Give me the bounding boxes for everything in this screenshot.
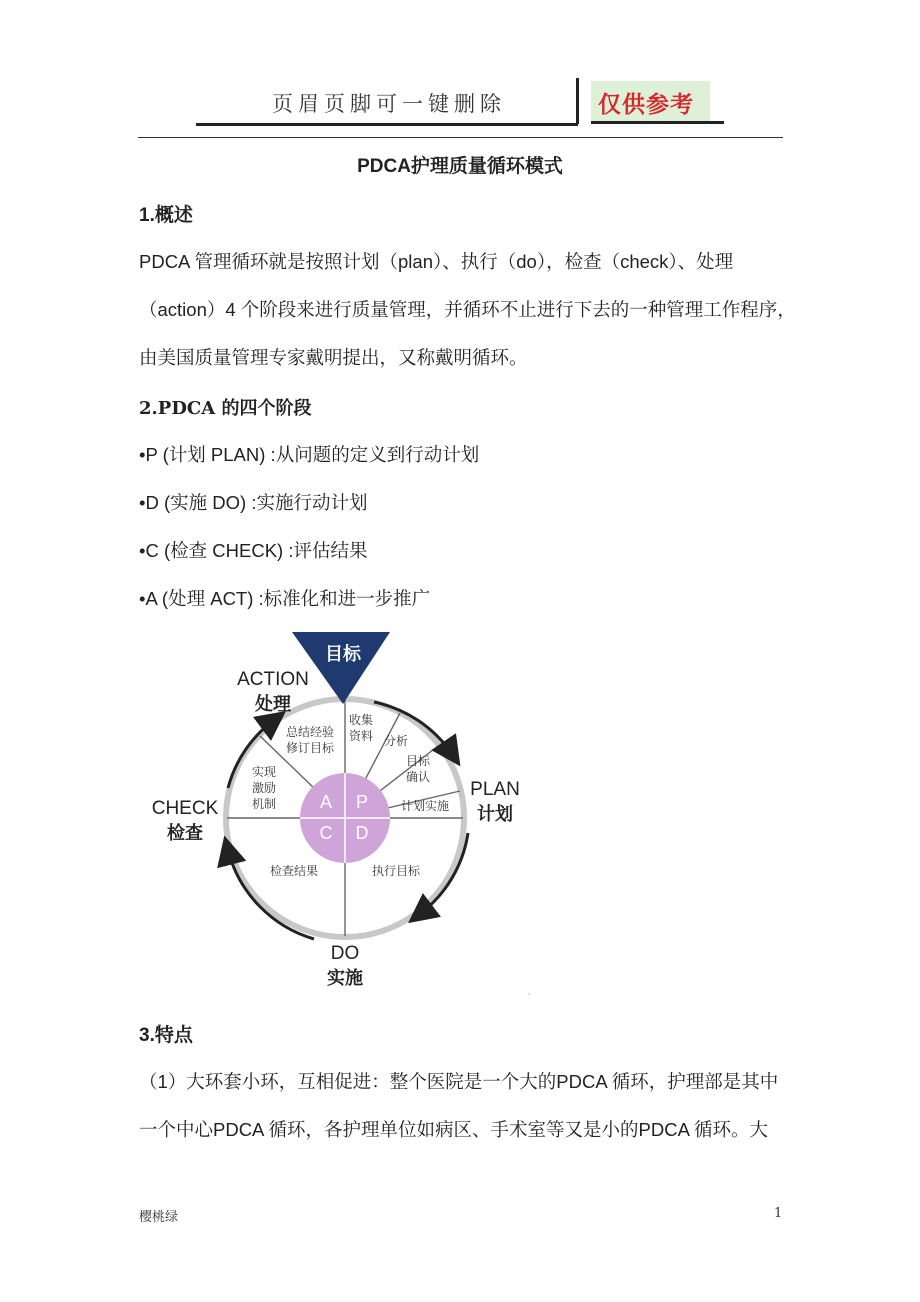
seg-collect-1: 收集 <box>348 713 374 727</box>
header-badge: 仅供参考 <box>598 92 694 118</box>
seg-exec: 执行目标 <box>371 864 421 878</box>
plan-cn-label: 计划 <box>477 804 513 825</box>
header-badge-underline <box>591 121 724 124</box>
seg-collect-2: 资料 <box>348 729 374 743</box>
stage-item-c: •C (检查 CHECK) :评估结果 <box>139 540 368 561</box>
paragraph-line: （action）4 个阶段来进行质量管理，并循环不止进行下去的一种管理工作程序， <box>139 299 796 320</box>
seg-plan: 计划实施 <box>400 799 450 813</box>
center-p: P <box>355 792 369 812</box>
stray-mark: ˎ <box>528 986 531 995</box>
goal-triangle <box>292 632 390 704</box>
seg-confirm-1: 目标 <box>405 754 431 768</box>
seg-incent-3: 机制 <box>251 797 277 811</box>
seg-summary-1: 总结经验 <box>285 725 335 739</box>
check-en-label: CHECK <box>151 798 219 819</box>
do-en-label: DO <box>330 943 360 964</box>
plan-en-label: PLAN <box>470 779 520 800</box>
check-cn-label: 检查 <box>167 823 203 844</box>
document-title: PDCA护理质量循环模式 <box>357 156 563 177</box>
seg-incent-2: 激励 <box>251 781 277 795</box>
footer-text: 樱桃绿 <box>139 1210 179 1225</box>
page-number: 1 <box>774 1206 783 1221</box>
header-text: 页眉页脚可一键删除 <box>272 92 506 116</box>
section-3-heading: 3.特点 <box>139 1025 193 1046</box>
section-1-heading: 1.概述 <box>139 205 193 226</box>
stage-item-p: •P (计划 PLAN) :从问题的定义到行动计划 <box>139 444 480 465</box>
paragraph-line: PDCA 管理循环就是按照计划（plan）、执行（do），检查（check）、处理 <box>139 251 734 272</box>
header-divider <box>576 78 579 124</box>
stage-item-a: •A (处理 ACT) :标准化和进一步推广 <box>139 588 431 609</box>
paragraph-line: （1）大环套小环，互相促进：整个医院是一个大的PDCA 循环，护理部是其中 <box>139 1071 779 1092</box>
action-cn-label: 处理 <box>255 694 291 715</box>
center-d: D <box>355 823 369 843</box>
header-rule <box>138 137 783 138</box>
header-underline <box>196 123 578 126</box>
seg-analyze: 分析 <box>383 734 409 748</box>
action-en-label: ACTION <box>237 669 309 690</box>
paragraph-line: 一个中心PDCA 循环，各护理单位如病区、手术室等又是小的PDCA 循环。大 <box>139 1119 769 1140</box>
seg-incent-1: 实现 <box>251 765 277 779</box>
seg-checkresult: 检查结果 <box>269 864 319 878</box>
goal-label: 目标 <box>325 644 361 665</box>
seg-summary-2: 修订目标 <box>285 741 335 755</box>
seg-confirm-2: 确认 <box>405 770 431 784</box>
paragraph-line: 由美国质量管理专家戴明提出，又称戴明循环。 <box>139 347 528 368</box>
center-c: C <box>319 823 333 843</box>
pdca-cycle-diagram <box>142 628 532 998</box>
center-a: A <box>319 792 333 812</box>
do-cn-label: 实施 <box>327 968 363 989</box>
section-2-heading: 2.PDCA 的四个阶段 <box>139 398 312 419</box>
stage-item-d: •D (实施 DO) :实施行动计划 <box>139 492 368 513</box>
